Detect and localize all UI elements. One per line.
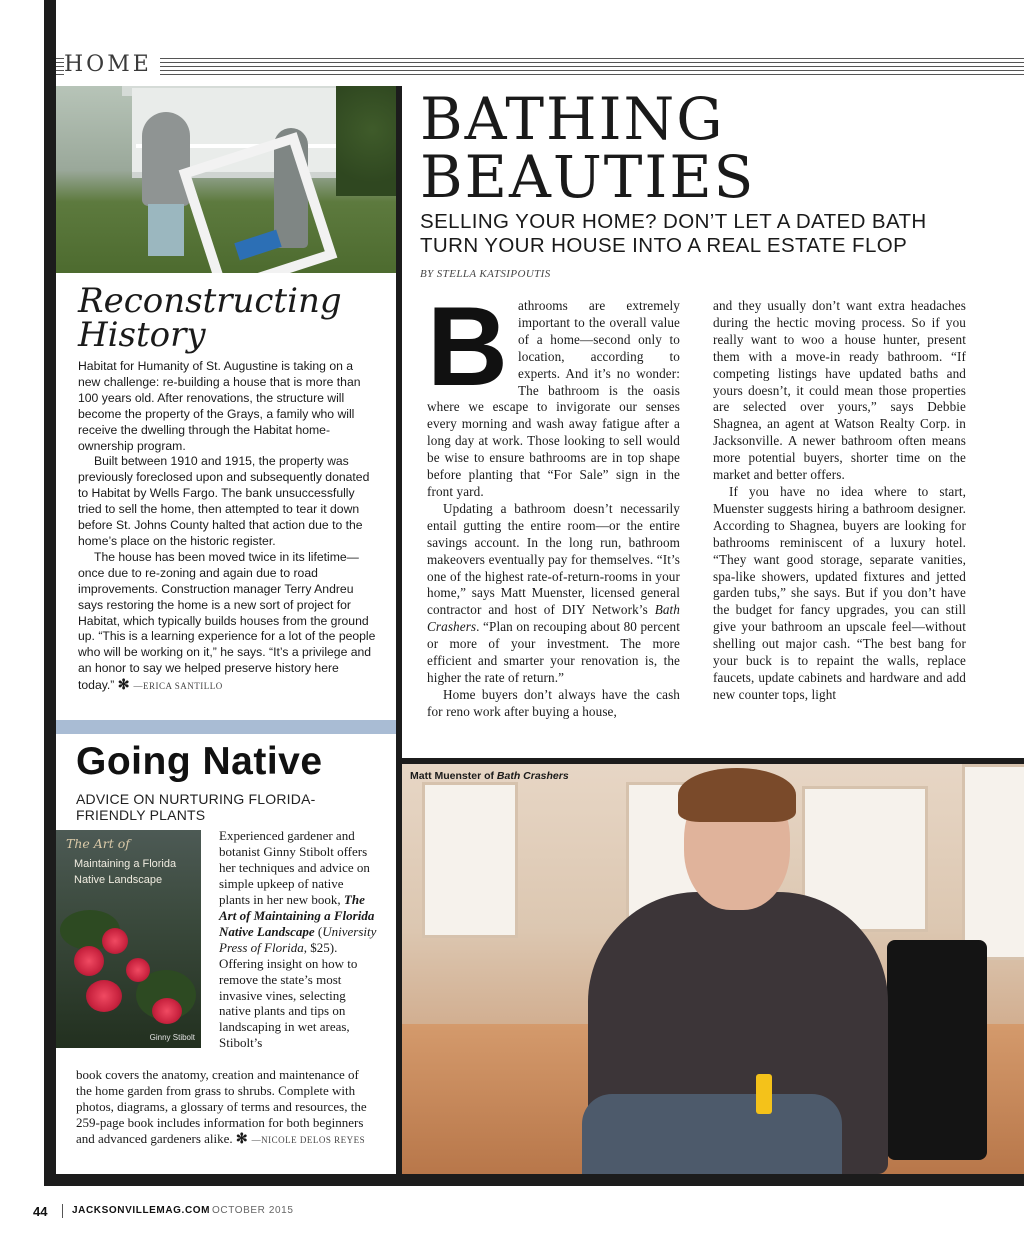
story-subtitle-going-native: ADVICE ON NURTURING FLORIDA-FRIENDLY PLANTS <box>76 791 316 823</box>
story-title-reconstructing-history <box>78 281 388 355</box>
paragraph <box>427 284 680 501</box>
end-mark-icon: ✻ <box>117 676 130 693</box>
book-cover-author: Ginny Stibolt <box>149 1033 195 1042</box>
title-line: History <box>78 315 206 355</box>
paragraph: If you have no idea where to start, Muenster suggests hiring a bathroom designer. According to Shagnea, buyers are looking for bathrooms reminiscent of a luxury hotel. “They want good storage, separate vanities, spa-like showers, updated fixtures and jetted garden tubs,” she says. But if you don’t have the budget for fancy upgrades, you can still give your bathroom an upscale feel—without shelling out major cash. “The best bang for your buck is to repaint the walls, replace faucets, update cabinets and hardware and add new counter tops, light <box>713 483 966 702</box>
left-sidebar <box>56 86 396 1174</box>
story-body-reconstructing-history <box>78 359 376 695</box>
man-hair <box>678 768 796 822</box>
header-rule <box>56 66 1024 67</box>
article-byline: BY STELLA KATSIPOUTIS <box>420 268 551 280</box>
paragraph-text: Updating a bathroom doesn’t necessarily entail gutting the entire room—or the entire savings account. In the long run, bathroom makeovers eventually pay for themselves. “It’s one of the highest rate-of-return-rooms in your home,” says Matt Muenster, licensed general contractor and host of DIY Network’s <box>427 500 680 618</box>
article-column-1 <box>427 284 680 721</box>
habitat-family-photo <box>56 86 396 273</box>
paragraph <box>219 828 377 1051</box>
paragraph-text: book covers the anatomy, creation and maintenance of the home garden from grass to shrubs. Complete with photos, diagrams, a glossary of terms and resources, the 259-page book includes information for both beginners and advanced gardeners alike. <box>76 1067 367 1146</box>
azalea-flower <box>152 998 182 1024</box>
paragraph: Built between 1910 and 1915, the property was previously foreclosed upon and subsequently donated to Habitat by Wells Fargo. The bank unsuccessfully tried to sell the home, then attempted to tear it down before St. Johns County halted that action due to the home’s place on the historic register. <box>78 454 370 548</box>
story-body-going-native-continued <box>76 1067 376 1149</box>
article-headline <box>420 85 756 211</box>
header-rule <box>56 58 1024 59</box>
page-footer <box>0 1186 1024 1237</box>
paragraph: Home buyers don’t always have the cash for reno work after buying a house, <box>427 686 680 719</box>
man-figure <box>142 112 190 206</box>
book-cover-title: Maintaining a Florida Native Landscape <box>74 858 177 886</box>
paragraph: Habitat for Humanity of St. Augustine is taking on a new challenge: re-building a house that is more than 100 years old. After renovations, the structure will become the property of the Grays, a family who will receive the dwelling through the Habitat home-ownership program. <box>78 359 361 453</box>
paragraph <box>76 1067 376 1149</box>
paragraph-text: The house has been moved twice in its lifetime—once due to re-zoning and again due to road improvements. Construction manager Terry Andreu says restoring the home is a new sort of project for Habitat, which typically builds houses from the ground up. “This is a learning experience for a lot of the people who will be working on it,” he says. “It’s a privilege and an honor to say we helped preserve history here today.” <box>78 549 376 693</box>
top-margin <box>56 0 1024 52</box>
azalea-flower <box>102 928 128 954</box>
paragraph: and they usually don’t want extra headaches during the hectic moving process. So if you really want to woo a house hunter, present them with a move-in ready bathroom. “If competing listings have updated baths and yours doesn’t, it could mean those properties are selected over yours,” says Debbie Shagnea, an agent at Watson Realty Corp. in Jacksonville. A newer bathroom often means more potential buyers, shorter time on the market and better offers. <box>713 298 966 483</box>
drop-cap: B <box>427 284 508 409</box>
matt-muenster-photo <box>402 764 1024 1174</box>
book-cover-title: The Art of <box>66 836 130 851</box>
caption-text: Matt Muenster of <box>410 770 497 782</box>
header-rule <box>56 70 1024 71</box>
page-number: 44 <box>33 1204 48 1219</box>
tree <box>336 86 396 196</box>
title-line: Reconstructing <box>78 281 342 321</box>
paragraph-text: . “Plan on recouping about 80 percent or more of your investment. The more efficient and smarter your renovation is, the higher the rate of return.” <box>427 619 680 685</box>
footer-divider <box>62 1204 63 1218</box>
headline-line: BEAUTIES <box>420 143 756 211</box>
paragraph-text: ( <box>314 923 323 939</box>
paragraph-text: , $25). Offering insight on how to remove the state’s most invasive vines, selecting native plants and tips on landscaping in wet areas, Stibolt’s <box>219 939 358 1051</box>
window <box>962 764 1024 960</box>
article-column-2 <box>713 298 966 704</box>
window <box>422 782 518 938</box>
publisher-name: University Press of Florida <box>219 923 377 955</box>
header-rule <box>56 62 1024 63</box>
header-rule <box>56 74 1024 75</box>
azalea-flower <box>86 980 122 1012</box>
book-title: The Art of Maintaining a Florida Native Landscape <box>219 891 375 939</box>
book-cover-image <box>56 830 201 1048</box>
paragraph <box>78 550 376 695</box>
show-title: Bath Crashers <box>427 602 680 635</box>
azalea-flower <box>126 958 150 982</box>
section-header <box>56 52 1024 86</box>
leather-chair <box>887 940 987 1160</box>
end-mark-icon: ✻ <box>235 1131 248 1147</box>
byline: —NICOLE DELOS REYES <box>251 1134 366 1145</box>
divider-bar <box>56 720 396 734</box>
story-title-going-native: Going Native <box>76 740 323 783</box>
paragraph-text: athrooms are extremely important to the overall value of a home—second only to location, according to experts. And it’s no wonder: The bathroom is the oasis where we escape to invigorate our senses every morning and wash away fatigue after a long day at work. Those looking to sell would be wise to ensure bathrooms are in top shape before planting that “For Sale” sign in the front yard. <box>427 298 680 499</box>
section-label: HOME <box>64 52 160 78</box>
paragraph-text: Experienced gardener and botanist Ginny Stibolt offers her techniques and advice on simple upkeep of native plants in her new book, <box>219 828 370 907</box>
caption-show: Bath Crashers <box>496 770 569 782</box>
paragraph <box>427 501 680 687</box>
photo-caption <box>410 770 569 782</box>
man-jeans <box>582 1094 842 1174</box>
footer-site: JACKSONVILLEMAG.COM <box>72 1205 211 1216</box>
azalea-flower <box>74 946 104 976</box>
man-shorts <box>148 204 184 256</box>
byline: —ERICA SANTILLO <box>133 681 223 692</box>
wristband <box>756 1074 772 1114</box>
article-deck: SELLING YOUR HOME? DON’T LET A DATED BATH TURN YOUR HOUSE INTO A REAL ESTATE FLOP <box>420 210 927 257</box>
main-article <box>402 86 1024 758</box>
footer-issue-date: OCTOBER 2015 <box>212 1205 294 1216</box>
story-body-going-native <box>219 828 377 1051</box>
headline-line: BATHING <box>420 85 725 153</box>
